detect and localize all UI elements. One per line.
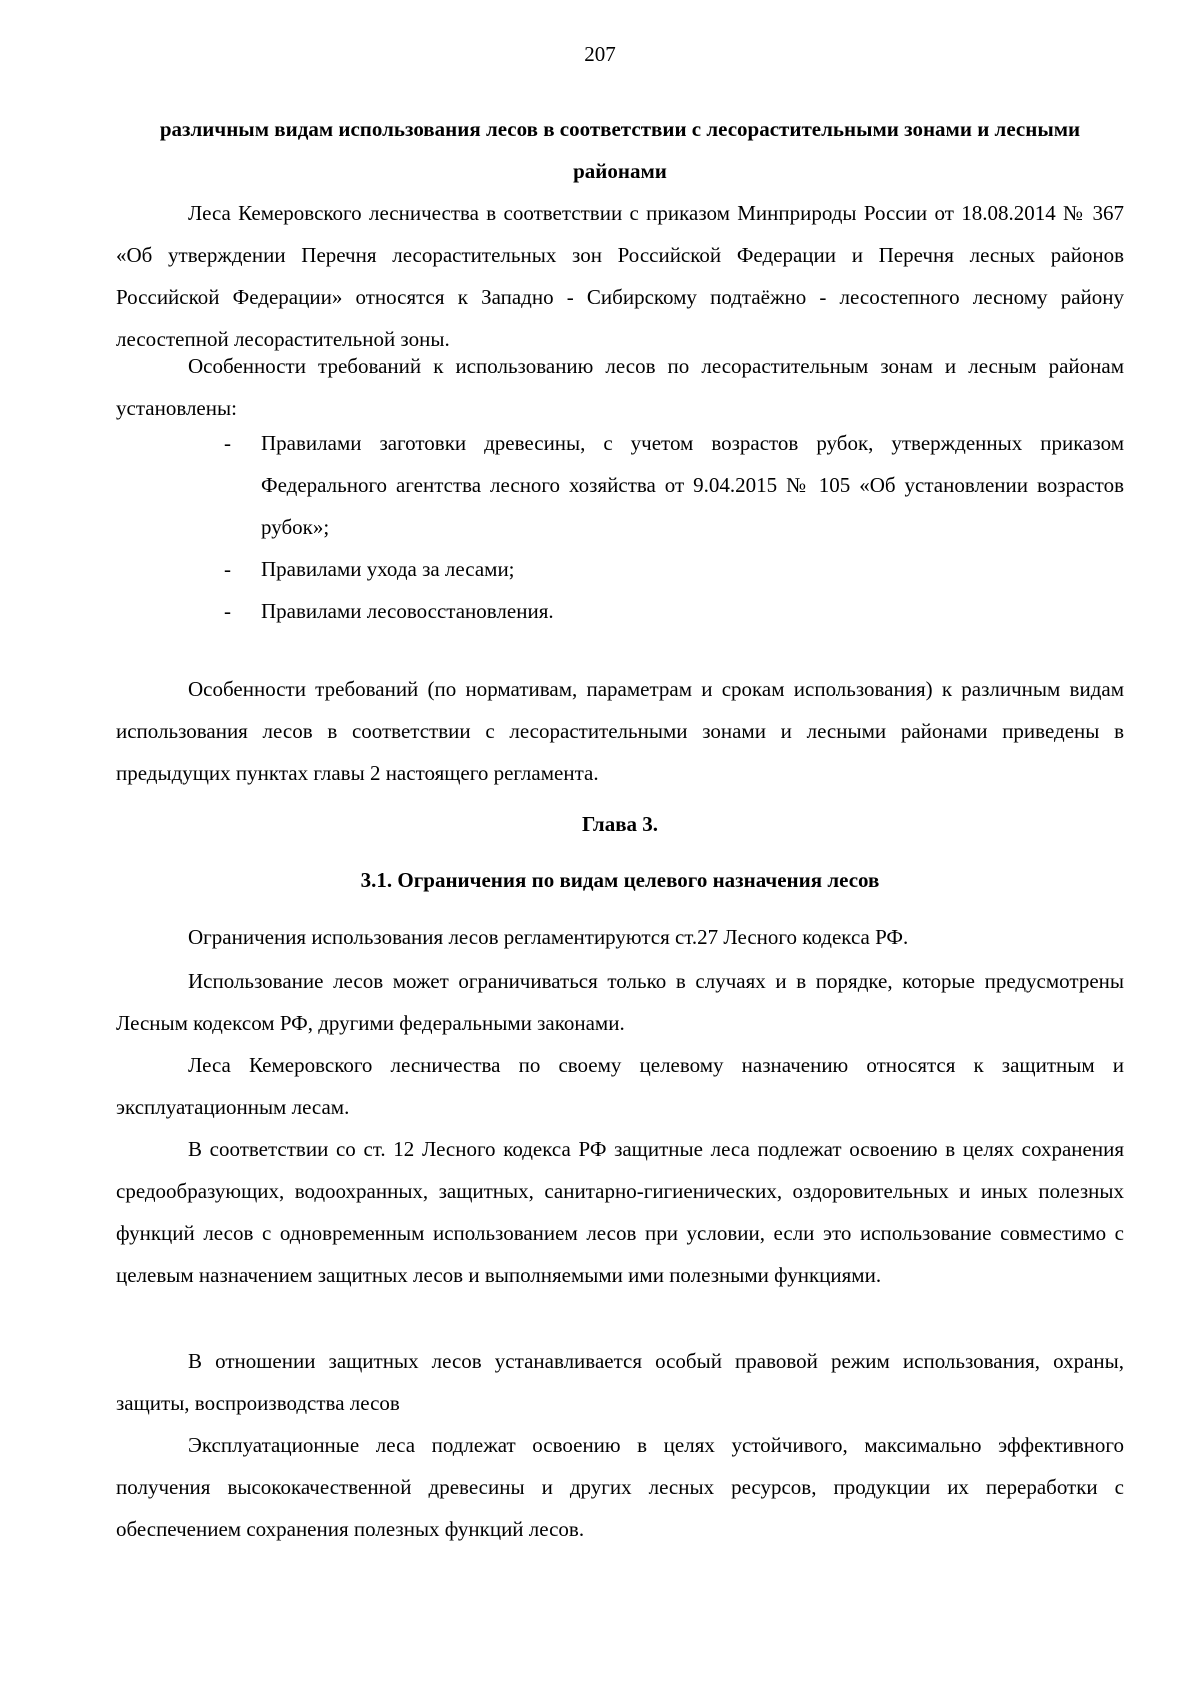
requirements-list (116, 422, 1124, 632)
list-dash: - (224, 431, 231, 455)
list-dash: - (224, 599, 231, 623)
list-item-text: Правилами лесовосстановления. (261, 599, 554, 623)
list-item-text: Правилами ухода за лесами; (261, 557, 515, 581)
paragraph-1: Леса Кемеровского лесничества в соответствии с приказом Минприроды России от 18.08.2014 № 367 «Об утверждении Перечня лесорастительных зон Российской Федерации и Перечня лесных районов Российской Федерации» относятся к Западно - Сибирскому подтаёжно - лесостепного лесному району лесостепной лесорастительной зоны. (116, 201, 1124, 351)
top-heading: различным видам использования лесов в соответствии с лесорастительными зонами и лесными районами (159, 117, 1081, 183)
list-dash: - (224, 557, 231, 581)
list-item-text: Правилами заготовки древесины, с учетом возрастов рубок, утвержденных приказом Федерального агентства лесного хозяйства от 9.04.2015 № 105 «Об установлении возрастов рубок»; (261, 431, 1124, 539)
list-item (116, 548, 1124, 590)
paragraph-5: Использование лесов может ограничиваться только в случаях и в порядке, которые предусмотрены Лесным кодексом РФ, другими федеральными законами. (116, 969, 1124, 1035)
chapter-heading: Глава 3. (581, 812, 659, 836)
section-heading: 3.1. Ограничения по видам целевого назначения лесов (360, 868, 880, 892)
paragraph-8: В отношении защитных лесов устанавливается особый правовой режим использования, охраны, защиты, воспроизводства лесов (116, 1349, 1124, 1415)
paragraph-4: Ограничения использования лесов регламентируются ст.27 Лесного кодекса РФ. (188, 925, 909, 949)
list-item (116, 422, 1124, 548)
paragraph-2: Особенности требований к использованию лесов по лесорастительным зонам и лесным районам установлены: (116, 354, 1124, 420)
paragraph-9: Эксплуатационные леса подлежат освоению в целях устойчивого, максимально эффективного получения высококачественной древесины и других лесных ресурсов, продукции их переработки с обеспечением сохранения полезных функций лесов. (116, 1433, 1124, 1541)
paragraph-3: Особенности требований (по нормативам, параметрам и срокам использования) к различным видам использования лесов в соответствии с лесорастительными зонами и лесными районами приведены в предыдущих пунктах главы 2 настоящего регламента. (116, 677, 1124, 785)
list-item (116, 590, 1124, 632)
paragraph-6: Леса Кемеровского лесничества по своему целевому назначению относятся к защитным и эксплуатационным лесам. (116, 1053, 1124, 1119)
paragraph-7: В соответствии со ст. 12 Лесного кодекса РФ защитные леса подлежат освоению в целях сохранения средообразующих, водоохранных, защитных, санитарно-гигиенических, оздоровительных и иных полезных функций лесов с одновременным использованием лесов при условии, если это использование совместимо с целевым назначением защитных лесов и выполняемыми ими полезными функциями. (116, 1137, 1124, 1287)
page-number: 207 (584, 42, 616, 66)
